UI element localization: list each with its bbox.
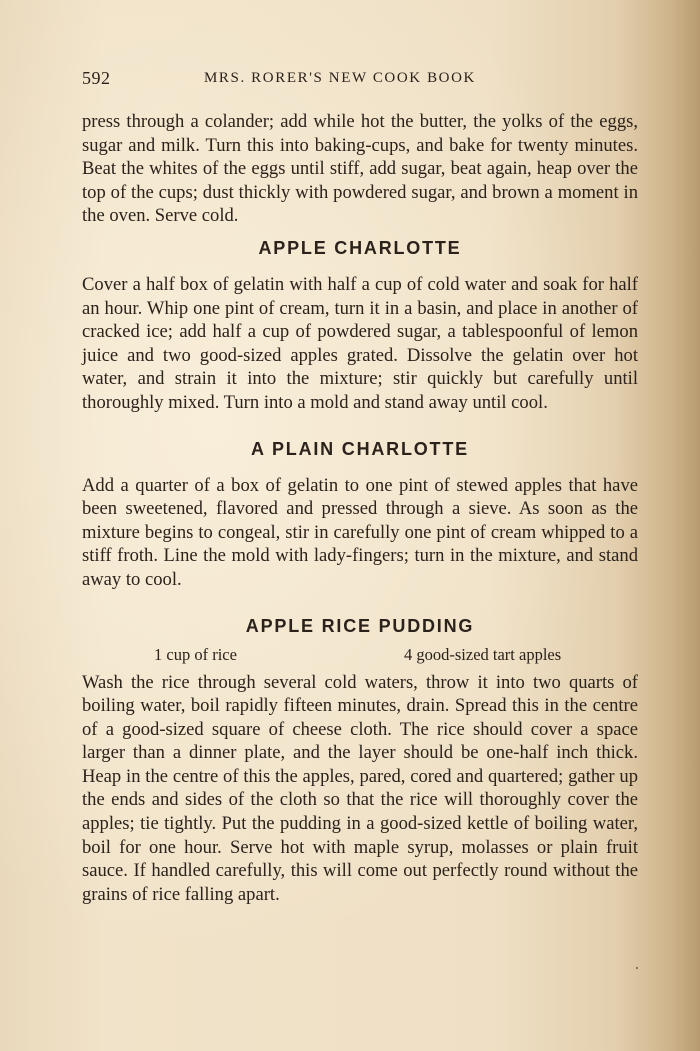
running-head: MRS. RORER'S NEW COOK BOOK: [204, 70, 476, 86]
page-content: [82, 110, 638, 906]
recipe-body-apple-charlotte: Cover a half box of gelatin with half a cup of cold water and soak for half an hour. Whip one pint of cream, turn it in a basin, and place in another of cracked ice; add half a cup of powdered sugar, a tablespoonful of lemon juice and two good-sized apples grated. Dissolve the gelatin over hot water, and strain it into the mixture; stir quickly but carefully until thoroughly mixed. Turn into a mold and stand away until cool.: [82, 273, 638, 413]
ingredient-item: 4 good-sized tart apples: [404, 644, 562, 664]
ingredient-item: 1 cup of rice: [154, 644, 237, 664]
recipe-body-apple-rice-pudding: Wash the rice through several cold waters, throw it into two quarts of boiling water, boil rapidly fifteen minutes, drain. Spread this in the centre of a good-sized square of cheese cloth. The rice should cover a space larger than a dinner plate, and the layer should be one-half inch thick. Heap in the centre of this the apples, pared, cored and quartered; gather up the ends and sides of the cloth so that the rice will thoroughly cover the apples; tie tightly. Put the pudding in a good-sized kettle of boiling water, boil for one hour. Serve hot with maple syrup, molasses or plain fruit sauce. If handled carefully, this will come out perfectly round without the grains of rice falling apart.: [82, 671, 638, 905]
ingredient-list: [82, 643, 638, 671]
recipe-title-plain-charlotte: A PLAIN CHARLOTTE: [251, 438, 469, 459]
page-speck: [636, 967, 638, 969]
recipe-body-plain-charlotte: Add a quarter of a box of gelatin to one pint of stewed apples that have been sweetened, flavored and pressed through a sieve. As soon as the mixture begins to congeal, stir in carefully one pint of cream whipped to a stiff froth. Line the mold with lady-fingers; turn in the mixture, and stand away to cool.: [82, 474, 638, 590]
page-number: 592: [82, 68, 111, 88]
page-header: [82, 68, 642, 92]
recipe-title-apple-charlotte: APPLE CHARLOTTE: [258, 237, 462, 258]
intro-paragraph: press through a colander; add while hot the butter, the yolks of the eggs, sugar and milk. Turn this into baking-cups, and bake for twenty minutes. Beat the whites of the eggs until stiff, add sugar, beat again, heap over the top of the cups; dust thickly with powdered sugar, and brown a moment in the oven. Serve cold.: [82, 111, 638, 227]
recipe-title-apple-rice-pudding: APPLE RICE PUDDING: [245, 615, 475, 636]
